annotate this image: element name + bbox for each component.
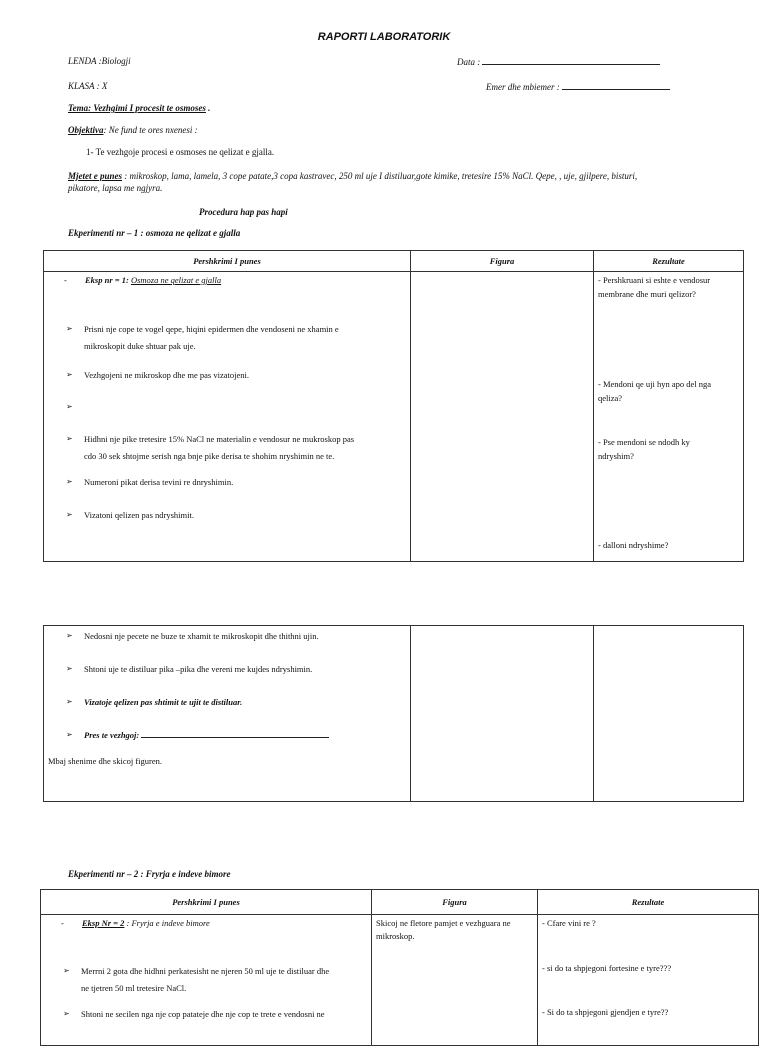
- header-rezultate: Rezultate: [538, 890, 759, 915]
- exp1-table: [43, 250, 744, 562]
- procedure-heading: Procedura hap pas hapi: [199, 207, 288, 217]
- exp1-result-3-cont: ndryshim?: [598, 451, 634, 461]
- bullet-arrow-icon: ➢: [66, 697, 73, 706]
- topic-text: Tema: Vezhgimi I procesit te osmoses: [68, 103, 206, 113]
- exp2-figure-cell[interactable]: [372, 915, 538, 1046]
- exp1-step-4-cont: cdo 30 sek shtojme serish nga bnje pike derisa te shohim nryshimin ne te.: [84, 451, 335, 461]
- exp1-figure-cell[interactable]: [411, 272, 594, 562]
- exp1-result-2-cont: qeliza?: [598, 393, 623, 403]
- bullet-arrow-icon: ➢: [66, 370, 73, 379]
- objective-label: Objektiva: [68, 125, 104, 135]
- exp1-result-3: - Pse mendoni se ndodh ky: [598, 437, 690, 447]
- exp2-step-1: Merrni 2 gota dhe hidhni perkatesisht ne njeren 50 ml uje te distiluar dhe: [81, 966, 330, 976]
- exp1b-results-cell[interactable]: [594, 626, 744, 802]
- topic-dot: .: [205, 103, 211, 113]
- exp1-step-4: Hidhni nje pike tretesire 15% NaCl ne materialin e vendosur ne mukroskop pas: [84, 434, 355, 444]
- exp1-label: Eksp nr = 1: Osmoza ne qelizat e gjalla: [85, 275, 222, 285]
- materials-block: [68, 170, 637, 194]
- exp1-description-cell: - Eksp nr = 1: Osmoza ne qelizat e gjalla ➢ Prisni nje cope te vogel qepe, hiqini epidermen dhe vendoseni ne xhamin e mikroskopit duke shtuar pak uje. ➢ Vezhgojeni ne mikroskop dhe me pas vizatojeni. ➢ ➢ Hidhni nje pike tretesire 15% NaCl ne materialin e vendosur ne mukroskop pas cdo 30 sek shtojme serish nga bnje pike derisa te shohim nryshimin ne te. ➢ Numeroni pikat derisa tevini re dnryshimin. ➢ Vizatoni qelizen pas ndryshimit.: [44, 272, 411, 562]
- header-pershkrimi: Pershkrimi I punes: [44, 251, 411, 272]
- exp1-result-1: - Pershkruani si eshte e vendosur: [598, 275, 711, 285]
- bullet-arrow-icon: ➢: [63, 1009, 70, 1018]
- exp1-step-5: Numeroni pikat derisa tevini re dnryshimin.: [84, 477, 234, 487]
- topic-line: [68, 103, 210, 113]
- exp1-step-1: Prisni nje cope te vogel qepe, hiqini epidermen dhe vendoseni ne xhamin e: [84, 324, 339, 334]
- bullet-arrow-icon: ➢: [66, 324, 73, 333]
- exp1-heading: Ekperimenti nr – 1 : osmoza ne qelizat e gjalla: [68, 228, 241, 238]
- exp1b-step-1: Nedosni nje pecete ne buze te xhamit te mikroskopit dhe thithni ujin.: [84, 631, 319, 641]
- exp1b-description-cell: [44, 626, 411, 802]
- exp1-result-4: - dalloni ndryshime?: [598, 540, 669, 550]
- bullet-arrow-icon: ➢: [66, 402, 73, 411]
- subject-line: LENDA :Biologji: [68, 56, 131, 66]
- exp2-result-2: - si do ta shpjegoni fortesine e tyre???: [542, 963, 672, 973]
- bullet-arrow-icon: ➢: [66, 730, 73, 739]
- exp2-results-cell[interactable]: [538, 915, 759, 1046]
- name-blank[interactable]: [562, 81, 670, 90]
- table-row: [44, 626, 744, 802]
- report-title: RAPORTI LABORATORIK: [317, 31, 451, 43]
- bullet-arrow-icon: ➢: [66, 434, 73, 443]
- exp2-step-1-cont: ne tjetren 50 ml tretesire NaCl.: [81, 983, 187, 993]
- bullet-arrow-icon: ➢: [66, 631, 73, 640]
- exp1b-figure-cell[interactable]: [411, 626, 594, 802]
- name-label: Emer dhe mbiemer :: [486, 82, 560, 92]
- bullet-arrow-icon: ➢: [66, 510, 73, 519]
- exp2-step-2: Shtoni ne secilen nga nje cop patateje dhe nje cop te trete e vendosni ne: [81, 1009, 325, 1019]
- name-field[interactable]: [486, 81, 670, 92]
- exp2-heading: Ekperimenti nr – 2 : Fryrja e indeve bimore: [68, 869, 231, 879]
- exp2-result-3: - Si do ta shpjegoni gjendjen e tyre??: [542, 1007, 669, 1017]
- exp1b-step-4: Pres te vezhgoj:: [84, 730, 329, 740]
- objective-line: [68, 125, 198, 135]
- exp1-result-2: - Mendoni qe uji hyn apo del nga: [598, 379, 712, 389]
- materials-label: Mjetet e punes: [68, 171, 122, 181]
- class-line: KLASA : X: [68, 81, 108, 91]
- header-rezultate: Rezultate: [594, 251, 744, 272]
- exp1-continuation-table: [43, 625, 744, 802]
- objective-text: : Ne fund te ores nxenesi :: [103, 125, 198, 135]
- table-row: [41, 915, 759, 1046]
- table-row: [44, 272, 744, 562]
- exp1-results-cell[interactable]: [594, 272, 744, 562]
- materials-text: : mikroskop, lama, lamela, 3 cope patate,3 copa kastravec, 250 ml uje I distiluar,gote kimike, tretesire 15% NaCl. Qepe, , uje, gjilpere, bisturi,: [122, 171, 638, 181]
- exp1b-step-2: Shtoni uje te distiluar pika –pika dhe vereni me kujdes ndryshimin.: [84, 664, 313, 674]
- exp2-figure-note-cont: mikroskop.: [376, 931, 415, 941]
- exp1b-step-3: Vizatoje qelizen pas shtimit te ujit te distiluar.: [84, 697, 243, 707]
- header-figura: Figura: [411, 251, 594, 272]
- date-blank[interactable]: [482, 56, 660, 65]
- exp2-label: Eksp Nr = 2 : Fryrja e indeve bimore: [82, 918, 210, 928]
- exp1-step-2: Vezhgojeni ne mikroskop dhe me pas vizatojeni.: [84, 370, 249, 380]
- materials-text-cont: pikatore, lapsa me ngjyra.: [68, 183, 163, 193]
- exp2-figure-note: Skicoj ne fletore pamjet e vezhguara ne: [376, 918, 511, 928]
- objective-item: 1- Te vezhgoje procesi e osmoses ne qelizat e gjalla.: [86, 147, 275, 157]
- exp2-table: [40, 889, 759, 1046]
- header-pershkrimi: Pershkrimi I punes: [41, 890, 372, 915]
- header-figura: Figura: [372, 890, 538, 915]
- exp1-step-6: Vizatoni qelizen pas ndryshimit.: [84, 510, 194, 520]
- exp1b-note: Mbaj shenime dhe skicoj figuren.: [48, 756, 163, 766]
- exp1-step-1-cont: mikroskopit duke shtuar pak uje.: [84, 341, 196, 351]
- bullet-arrow-icon: ➢: [63, 966, 70, 975]
- exp2-description-cell: - Eksp Nr = 2 : Fryrja e indeve bimore ➢ Merrni 2 gota dhe hidhni perkatesisht ne njeren 50 ml uje te distiluar dhe ne tjetren 50 ml tretesire NaCl. ➢ Shtoni ne secilen nga nje cop patateje dhe nje cop te trete e vendosni ne: [41, 915, 372, 1046]
- date-field[interactable]: [457, 56, 660, 67]
- table-header-row: [41, 890, 759, 915]
- bullet-arrow-icon: ➢: [66, 477, 73, 486]
- exp1-result-1-cont: membrane dhe muri qelizor?: [598, 289, 696, 299]
- table-header-row: [44, 251, 744, 272]
- exp2-result-1: - Cfare vini re ?: [542, 918, 596, 928]
- observation-blank[interactable]: [141, 730, 329, 738]
- date-label: Data :: [457, 57, 481, 67]
- bullet-arrow-icon: ➢: [66, 664, 73, 673]
